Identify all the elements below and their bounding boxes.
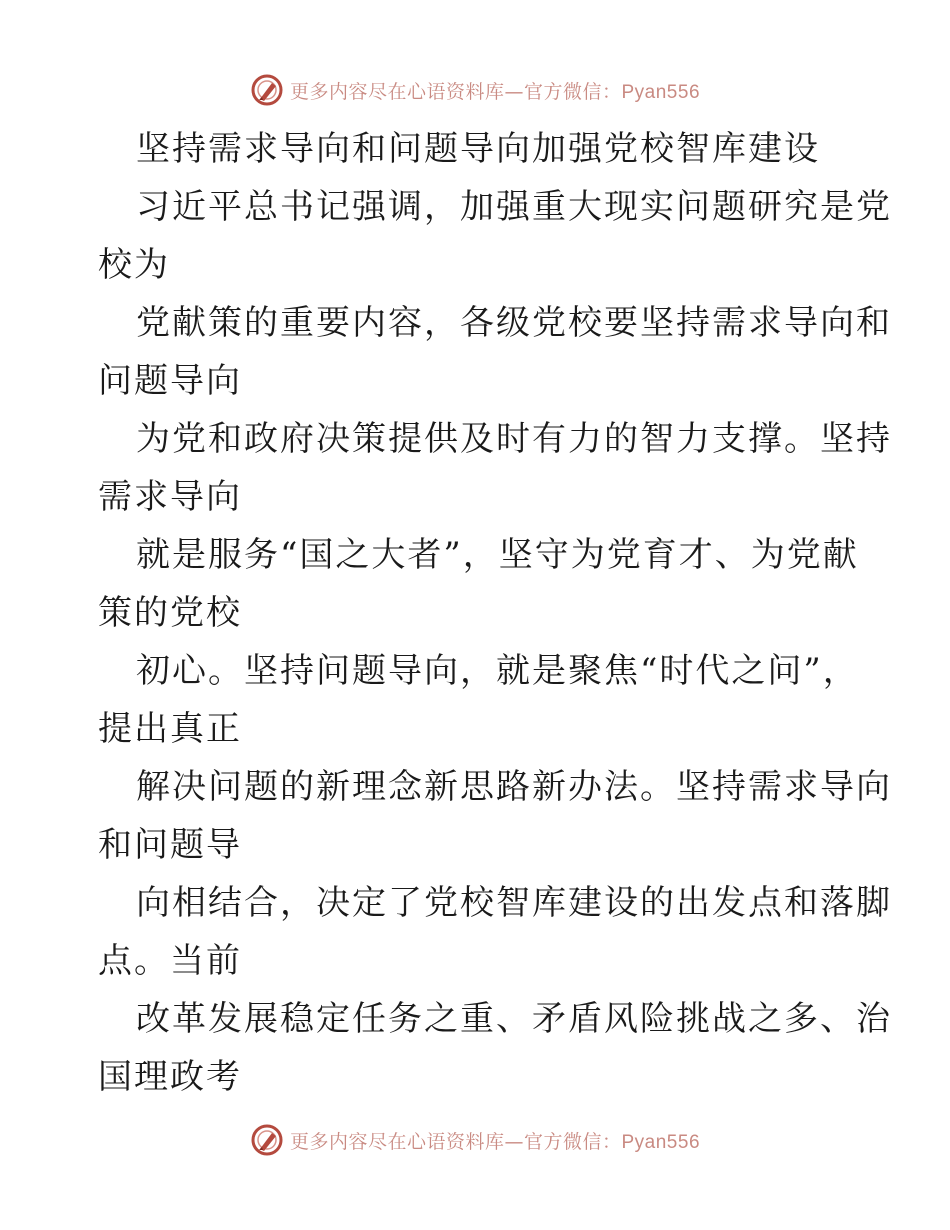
text-line: 坚持需求导向和问题导向加强党校智库建设 bbox=[136, 129, 820, 169]
watermark-wechat-id: Pyan556 bbox=[621, 1131, 701, 1153]
text-line: 解决问题的新理念新思路新办法。坚持需求导向 bbox=[136, 767, 892, 807]
text-line: 国理政考 bbox=[98, 1057, 242, 1097]
header-watermark bbox=[0, 70, 950, 110]
text-line: 校为 bbox=[98, 245, 170, 285]
document-body bbox=[98, 120, 892, 1106]
pen-logo-icon bbox=[250, 1123, 284, 1157]
text-line: 改革发展稳定任务之重、矛盾风险挑战之多、治 bbox=[136, 999, 892, 1039]
watermark-wechat-id: Pyan556 bbox=[621, 81, 701, 103]
text-line: 党献策的重要内容，各级党校要坚持需求导向和 bbox=[136, 303, 892, 343]
watermark-text: 更多内容尽在心语资料库—官方微信：Pyan556 bbox=[289, 1130, 701, 1153]
text-line: 问题导向 bbox=[98, 361, 242, 401]
text-line: 点。当前 bbox=[98, 941, 242, 981]
text-line: 习近平总书记强调，加强重大现实问题研究是党 bbox=[136, 187, 892, 227]
footer-watermark bbox=[0, 1120, 950, 1160]
text-line: 就是服务“国之大者”，坚守为党育才、为党献 bbox=[136, 535, 859, 575]
pen-logo-icon bbox=[250, 73, 284, 107]
text-line: 需求导向 bbox=[98, 477, 242, 517]
text-line: 初心。坚持问题导向，就是聚焦“时代之问”， bbox=[136, 651, 859, 691]
text-line: 为党和政府决策提供及时有力的智力支撑。坚持 bbox=[136, 419, 892, 459]
text-line: 策的党校 bbox=[98, 593, 242, 633]
text-line: 提出真正 bbox=[98, 709, 242, 749]
text-line: 向相结合，决定了党校智库建设的出发点和落脚 bbox=[136, 883, 892, 923]
watermark-text: 更多内容尽在心语资料库—官方微信：Pyan556 bbox=[289, 80, 701, 103]
text-line: 和问题导 bbox=[98, 825, 242, 865]
